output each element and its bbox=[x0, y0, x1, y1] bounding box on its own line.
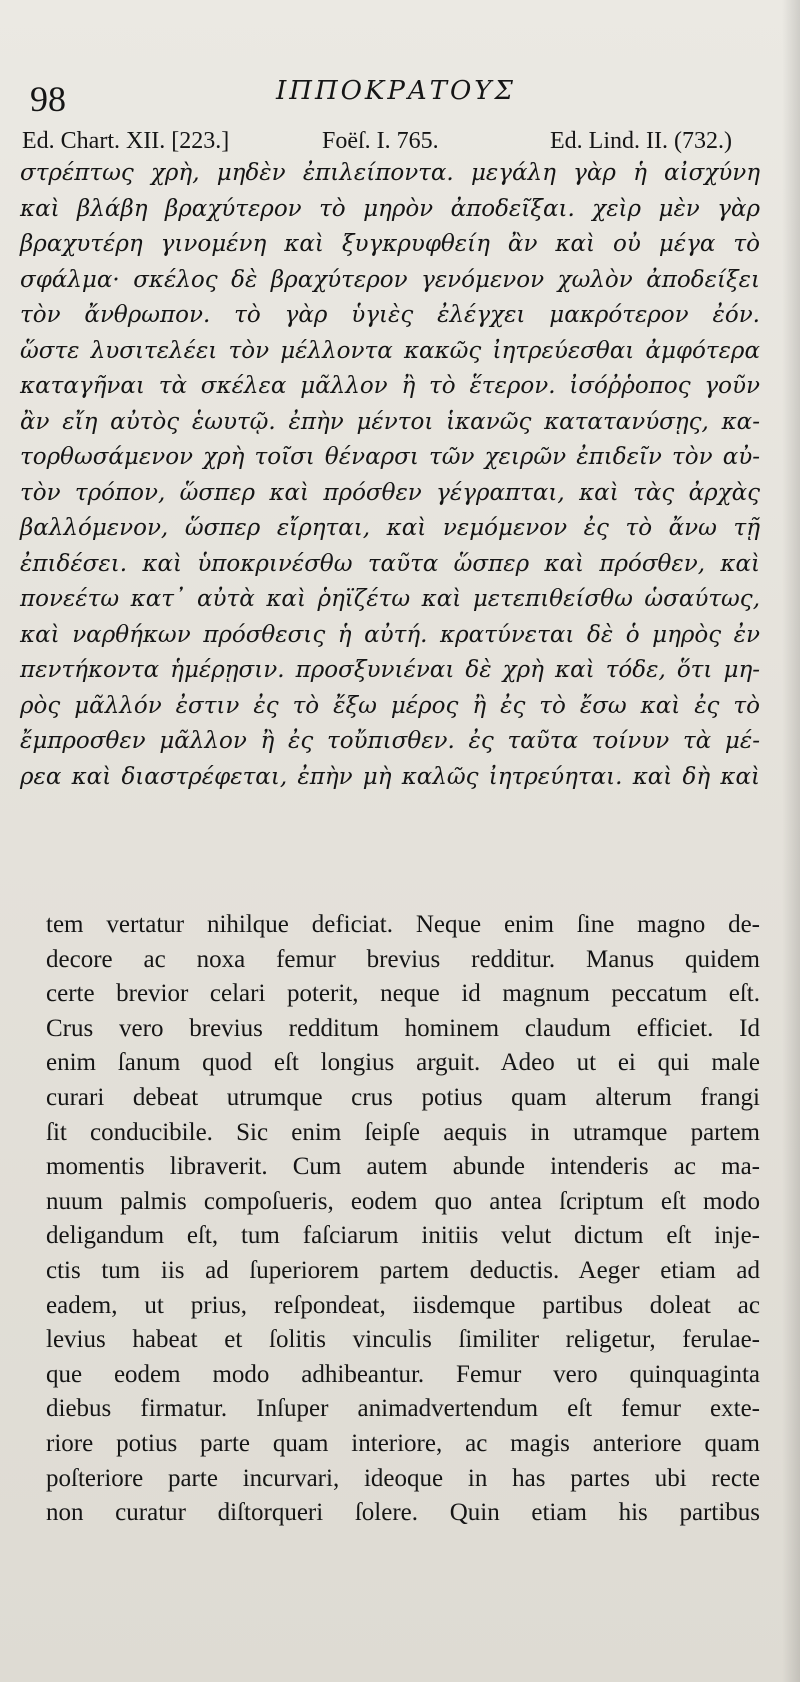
latin-line: riore potius parte quam interiore, ac magis anteriore quam bbox=[46, 1429, 760, 1457]
latin-line: momentis libraverit. Cum autem abunde intenderis ac ma- bbox=[46, 1153, 760, 1181]
latin-line: certe brevior celari poterit, neque id magnum peccatum eſt. bbox=[46, 980, 760, 1008]
latin-line: ctis tum iis ad ſuperiorem partem deductis. Aeger etiam ad bbox=[46, 1256, 760, 1284]
greek-line: πεντήκοντα ἡμέρῃσιν. προσξυνιέναι δὲ χρὴ καὶ τόδε, ὅτι μη- bbox=[20, 657, 760, 683]
greek-line: ὥστε λυσιτελέει τὸν μέλλοντα κακῶς ἰητρεύεσθαι ἀμφότερα bbox=[20, 337, 760, 364]
greek-line: ἂν εἴη αὐτὸς ἑωυτῷ. ἐπὴν μέντοι ἱκανῶς κατατανύσῃς, κα- bbox=[20, 408, 760, 435]
greek-text-block bbox=[20, 156, 760, 795]
page-number: 98 bbox=[30, 79, 66, 119]
latin-line: non curatur diſtorqueri ſolere. Quin etiam his partibus bbox=[46, 1499, 760, 1527]
latin-line: ſit conducibile. Sic enim ſeipſe aequis in utramque partem bbox=[46, 1118, 760, 1146]
latin-line: curari debeat utrumque crus potius quam alterum frangi bbox=[46, 1083, 760, 1111]
edition-lind-ref: Ed. Lind. II. (732.) bbox=[550, 128, 732, 154]
greek-line: τὸν τρόπον, ὥσπερ καὶ πρόσθεν γέγραπται, καὶ τὰς ἀρχὰς bbox=[20, 479, 760, 506]
greek-line: καὶ βλάβη βραχύτερον τὸ μηρὸν ἀποδεῖξαι. χεὶρ μὲν γὰρ bbox=[20, 195, 760, 222]
greek-line: ρὸς μᾶλλόν ἐστιν ἐς τὸ ἔξω μέρος ἢ ἐς τὸ ἔσω καὶ ἐς τὸ bbox=[20, 692, 760, 719]
greek-line: ἔμπροσθεν μᾶλλον ἢ ἐς τοὔπισθεν. ἐς ταῦτα τοίνυν τὰ μέ- bbox=[20, 728, 760, 754]
greek-line: βραχυτέρη γινομένη καὶ ξυγκρυφθείη ἂν καὶ οὐ μέγα τὸ bbox=[20, 231, 760, 257]
greek-line: καὶ ναρθήκων πρόσθεσις ἡ αὐτή. κρατύνεται δὲ ὁ μηρὸς ἐν bbox=[20, 621, 760, 648]
edition-foes-ref: Foëſ. I. 765. bbox=[322, 128, 439, 154]
greek-line: ἐπιδέσει. καὶ ὑποκρινέσθω ταῦτα ὥσπερ καὶ πρόσθεν, καὶ bbox=[20, 550, 760, 577]
latin-line: levius habeat et ſolitis vinculis ſimiliter religetur, ferulae- bbox=[46, 1326, 760, 1354]
latin-line: deligandum eſt, tum faſciarum initiis velut dictum eſt inje- bbox=[46, 1222, 760, 1250]
greek-line: τὸν ἄνθρωπον. τὸ γὰρ ὑγιὲς ἐλέγχει μακρότερον ἐόν. bbox=[20, 302, 760, 328]
latin-line: poſteriore parte incurvari, ideoque in has partes ubi recte bbox=[46, 1464, 760, 1492]
page-header bbox=[30, 72, 770, 122]
greek-line: καταγῆναι τὰ σκέλεα μᾶλλον ἢ τὸ ἕτερον. ἰσόῤῥοπος γοῦν bbox=[20, 373, 760, 399]
greek-line: πονεέτω κατ᾽ αὐτὰ καὶ ῥηϊζέτω καὶ μετεπιθείσθω ὡσαύτως, bbox=[20, 586, 760, 612]
page-edge-shadow bbox=[782, 0, 800, 1682]
latin-line: Crus vero brevius redditum hominem claudum efficiet. Id bbox=[46, 1014, 760, 1042]
greek-line: βαλλόμενον, ὥσπερ εἴρηται, καὶ νεμόμενον ἐς τὸ ἄνω τῇ bbox=[20, 515, 760, 541]
greek-line: ρεα καὶ διαστρέφεται, ἐπὴν μὴ καλῶς ἰητρεύηται. καὶ δὴ καὶ bbox=[20, 763, 760, 790]
greek-line: στρέπτως χρὴ, μηδὲν ἐπιλείποντα. μεγάλη γὰρ ἡ αἰσχύνη bbox=[20, 160, 760, 186]
latin-line: nuum palmis compoſueris, eodem quo antea ſcriptum eſt modo bbox=[46, 1187, 760, 1215]
running-title: ΙΠΠΟΚΡΑΤΟΥΣ bbox=[276, 76, 516, 106]
latin-line: diebus firmatur. Inſuper animadvertendum eſt femur exte- bbox=[46, 1395, 760, 1423]
latin-line: tem vertatur nihilque deficiat. Neque enim ſine magno de- bbox=[46, 911, 760, 938]
edition-chart-ref: Ed. Chart. XII. [223.] bbox=[22, 128, 230, 154]
greek-line: σφάλμα· σκέλος δὲ βραχύτερον γενόμενον χωλὸν ἀποδείξει bbox=[20, 266, 760, 293]
latin-line: eadem, ut prius, reſpondeat, iisdemque partibus doleat ac bbox=[46, 1291, 760, 1319]
greek-line: τορθωσάμενον χρὴ τοῖσι θέναρσι τῶν χειρῶν ἐπιδεῖν τὸν αὐ- bbox=[20, 444, 760, 470]
latin-text-block bbox=[46, 908, 760, 1531]
latin-line: enim ſanum quod eſt longius arguit. Adeo ut ei qui male bbox=[46, 1049, 760, 1077]
latin-line: decore ac noxa femur brevius redditur. Manus quidem bbox=[46, 945, 760, 973]
latin-line: que eodem modo adhibeantur. Femur vero quinquaginta bbox=[46, 1360, 760, 1388]
